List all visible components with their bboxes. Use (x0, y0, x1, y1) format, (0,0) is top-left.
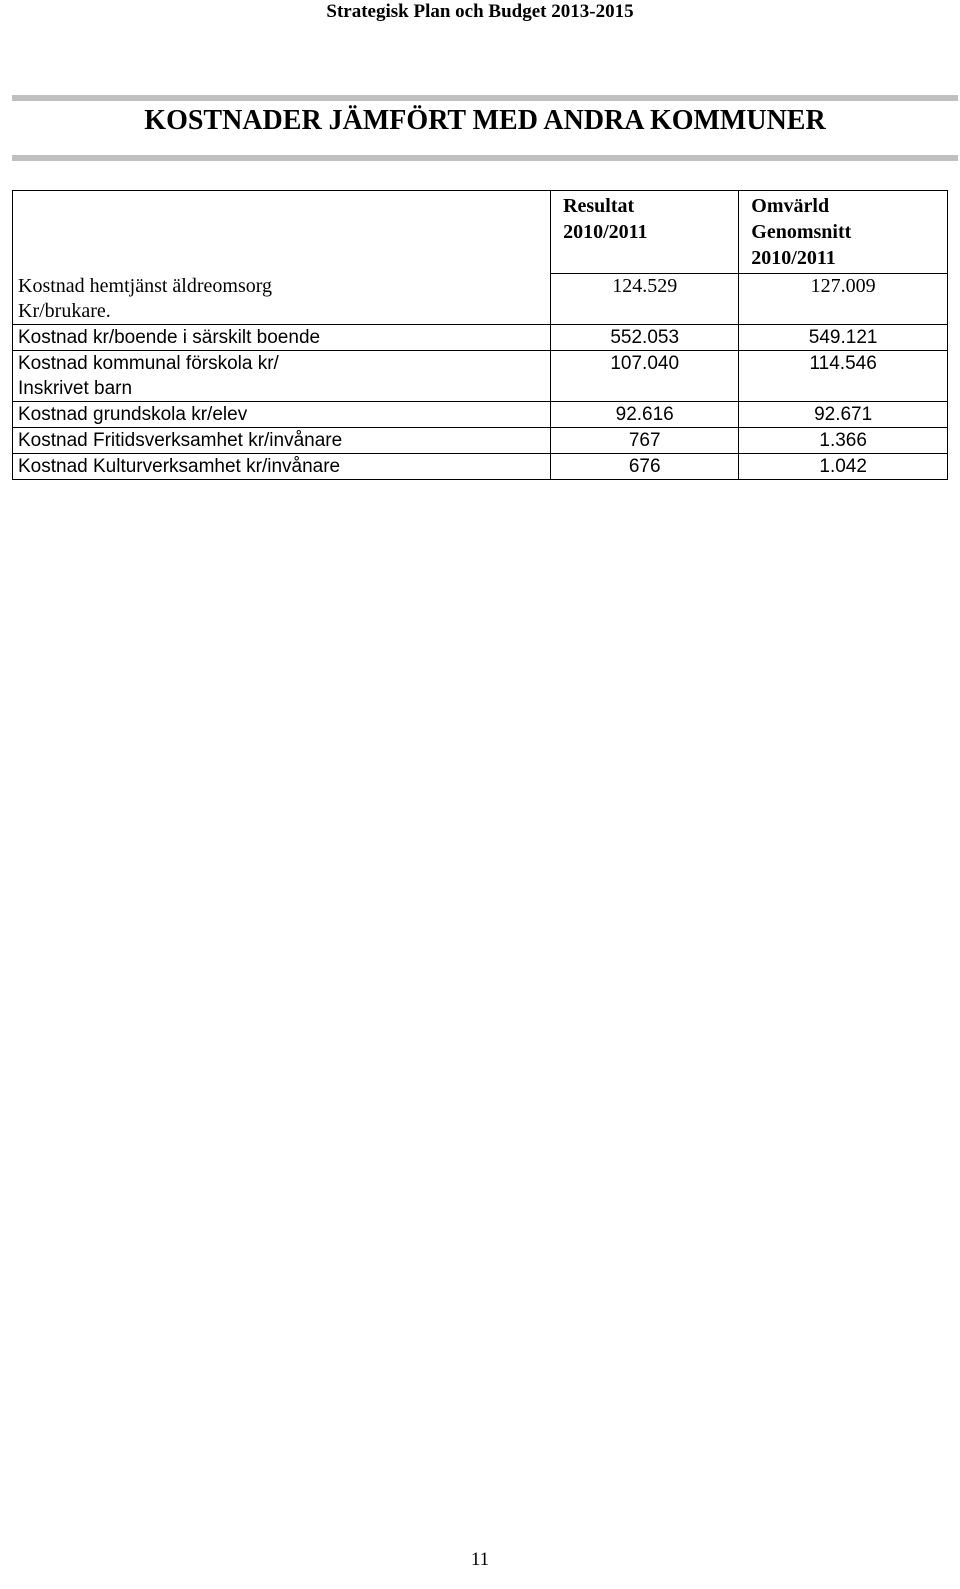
header-cell-empty (13, 191, 551, 274)
title-band-bottom (12, 155, 958, 161)
title-band-top (12, 95, 958, 101)
row-result-value: 767 (551, 427, 739, 453)
table-row (13, 427, 948, 453)
table-row (13, 453, 948, 479)
row-average-value: 114.546 (739, 350, 948, 401)
table-row (13, 401, 948, 427)
row-result-value: 552.053 (551, 324, 739, 350)
row-label: Kostnad Fritidsverksamhet kr/invånare (13, 427, 551, 453)
header-cell-result: Resultat 2010/2011 (551, 191, 739, 274)
running-header: Strategisk Plan och Budget 2013-2015 (326, 1, 634, 22)
row-label: Kostnad hemtjänst äldreomsorg Kr/brukare. (13, 274, 551, 325)
row-result-value: 92.616 (551, 401, 739, 427)
table-header-row (13, 191, 948, 274)
row-average-value: 92.671 (739, 401, 948, 427)
header-cell-average: Omvärld Genomsnitt 2010/2011 (739, 191, 948, 274)
row-label: Kostnad kr/boende i särskilt boende (13, 324, 551, 350)
row-result-value: 107.040 (551, 350, 739, 401)
table-row (13, 274, 948, 325)
page-number: 11 (470, 1549, 490, 1570)
row-label: Kostnad grundskola kr/elev (13, 401, 551, 427)
row-average-value: 549.121 (739, 324, 948, 350)
row-label: Kostnad Kulturverksamhet kr/invånare (13, 453, 551, 479)
row-result-value: 124.529 (551, 274, 739, 325)
table-row (13, 350, 948, 401)
section-title: KOSTNADER JÄMFÖRT MED ANDRA KOMMUNER (144, 105, 826, 136)
row-average-value: 127.009 (739, 274, 948, 325)
row-label: Kostnad kommunal förskola kr/ Inskrivet barn (13, 350, 551, 401)
row-result-value: 676 (551, 453, 739, 479)
cost-comparison-table (12, 190, 948, 480)
row-average-value: 1.366 (739, 427, 948, 453)
table-row (13, 324, 948, 350)
row-average-value: 1.042 (739, 453, 948, 479)
